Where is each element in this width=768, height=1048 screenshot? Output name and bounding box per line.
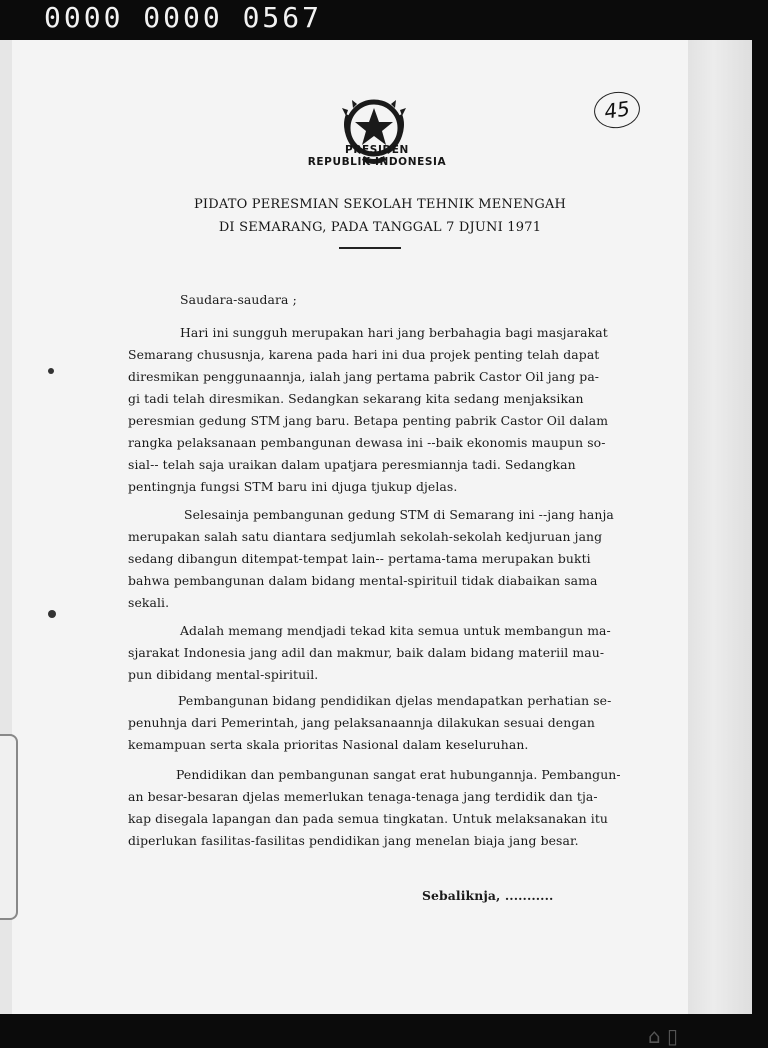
- paragraph-5: [128, 764, 628, 852]
- document-sheet: [0, 40, 752, 1048]
- scan-speck: [48, 368, 54, 374]
- paragraph-line: pun dibidang mental-spirituil.: [128, 667, 319, 682]
- page-edge: [688, 40, 752, 1014]
- paragraph-line: kemampuan serta skala prioritas Nasional dalam keseluruhan.: [128, 737, 529, 752]
- paragraph-2: [128, 504, 628, 614]
- paragraph-line: Adalah memang mendjadi tekad kita semua untuk membangun ma-: [180, 623, 611, 638]
- corner-mark: ⌂ ▯: [648, 1024, 679, 1048]
- paragraph-line: peresmian gedung STM jang baru. Betapa penting pabrik Castor Oil dalam: [128, 413, 609, 428]
- paragraph-line: merupakan salah satu diantara sedjumlah sekolah-sekolah kedjuruan jang: [128, 529, 603, 544]
- paragraph-line: gi tadi telah diresmikan. Sedangkan sekarang kita sedang menjaksikan: [128, 391, 584, 406]
- paragraph-line: sedang dibangun ditempat-tempat lain-- pertama-tama merupakan bukti: [128, 551, 591, 566]
- paragraph-line: sial-- telah saja uraikan dalam upatjara peresmiannja tadi. Sedangkan: [128, 457, 576, 472]
- paragraph-line: Pendidikan dan pembangunan sangat erat hubungannja. Pembangun-: [176, 767, 621, 782]
- speech-title-line-2: DI SEMARANG, PADA TANGGAL 7 DJUNI 1971: [218, 220, 542, 235]
- binder-tab: [0, 734, 18, 920]
- paragraph-1: [128, 322, 628, 498]
- closing-continuation: Sebaliknja, ...........: [422, 888, 554, 903]
- paragraph-line: penuhnja dari Pemerintah, jang pelaksanaannja dilakukan sesuai dengan: [128, 715, 595, 730]
- paragraph-line: Semarang chususnja, karena pada hari ini dua projek penting telah dapat: [128, 347, 600, 362]
- letterhead-line-1: PRESIDEN: [345, 144, 409, 156]
- salutation: Saudara-saudara ;: [180, 292, 297, 307]
- speech-title-line-1: PIDATO PERESMIAN SEKOLAH TEHNIK MENENGAH: [193, 197, 567, 212]
- paragraph-line: Pembangunan bidang pendidikan djelas mendapatkan perhatian se-: [178, 693, 612, 708]
- paragraph-line: diperlukan fasilitas-fasilitas pendidikan jang menelan biaja jang besar.: [128, 833, 579, 848]
- paragraph-line: Hari ini sungguh merupakan hari jang berbahagia bagi masjarakat: [180, 325, 608, 340]
- paragraph-line: an besar-besaran djelas memerlukan tenaga-tenaga jang terdidik dan tja-: [128, 789, 598, 804]
- title-divider: [339, 247, 401, 249]
- paragraph-line: sekali.: [128, 595, 170, 610]
- scan-speck: [48, 610, 56, 618]
- paragraph-line: sjarakat Indonesia jang adil dan makmur, baik dalam bidang materiil mau-: [128, 645, 605, 660]
- paragraph-line: Selesainja pembangunan gedung STM di Semarang ini --jang hanja: [184, 507, 614, 522]
- letterhead-line-2: REPUBLIK INDONESIA: [307, 156, 447, 168]
- paragraph-3: [128, 620, 628, 686]
- paragraph-line: kap disegala lapangan dan pada semua tingkatan. Untuk melaksanakan itu: [128, 811, 608, 826]
- paragraph-line: bahwa pembangunan dalam bidang mental-spirituil tidak diabaikan sama: [128, 573, 598, 588]
- paragraph-4: [128, 690, 628, 756]
- paragraph-line: pentingnja fungsi STM baru ini djuga tjukup djelas.: [128, 479, 458, 494]
- paragraph-line: rangka pelaksanaan pembangunan dewasa ini --baik ekonomis maupun so-: [128, 435, 606, 450]
- page-number: 45: [592, 89, 643, 131]
- document-page: [12, 40, 689, 1014]
- microfilm-frame-counter: 0000 0000 0567: [44, 1, 323, 34]
- paragraph-line: diresmikan penggunaannja, ialah jang pertama pabrik Castor Oil jang pa-: [128, 369, 600, 384]
